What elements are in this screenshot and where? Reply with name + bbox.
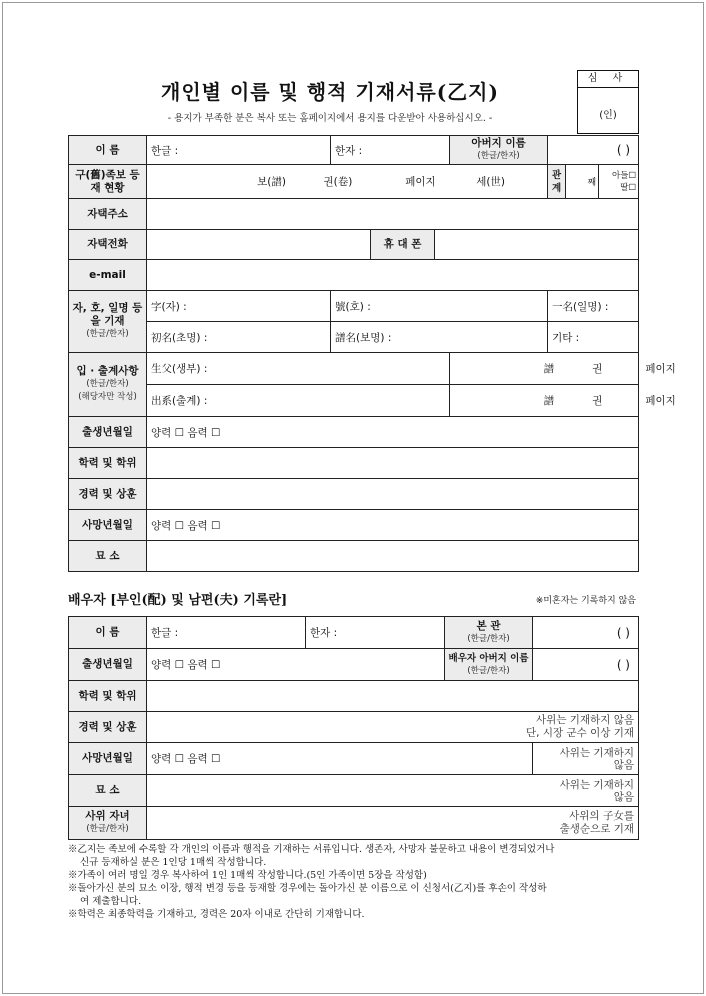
birth-label: 출생년월일 xyxy=(69,417,147,448)
ja-field[interactable]: 字(자) : xyxy=(147,291,331,322)
name-hanja-field[interactable]: 한자 : xyxy=(331,136,450,165)
page-title: 개인별 이름 및 행적 기재서류(乙지) xyxy=(161,80,499,104)
note-line: ※학력은 최종학력을 기재하고, 경력은 20자 이내로 간단히 기재합니다. xyxy=(68,909,365,920)
page-unit: 페이지 xyxy=(405,176,436,188)
son-in-law-children-field[interactable] xyxy=(147,807,639,840)
notes-block xyxy=(68,843,638,921)
review-box xyxy=(577,70,639,134)
name-hangul-field[interactable]: 한글 : xyxy=(147,136,331,165)
page-subtitle: - 용지가 부족한 분은 복사 또는 홈페이지에서 용지를 다운받아 사용하십시오. - xyxy=(167,113,493,124)
grave-hint-1: 사위는 기재하지 xyxy=(559,778,634,791)
phone-field[interactable] xyxy=(147,230,371,260)
relation-jae: 째 xyxy=(587,178,597,188)
grave-label: 묘 소 xyxy=(69,541,147,572)
adoption-sub1: (한글/한자) xyxy=(86,379,129,389)
spouse-name-hanja-field[interactable]: 한자 : xyxy=(306,617,445,649)
ilmyeong-field[interactable]: 一名(일명) : xyxy=(548,291,639,322)
spouse-father-sub: (한글/한자) xyxy=(467,665,510,676)
relation-label: 관계 xyxy=(548,165,566,199)
email-field[interactable] xyxy=(147,260,639,291)
daughter-checkbox[interactable]: 딸☐ xyxy=(620,182,637,193)
career-hint-2: 단, 시장 군수 이상 기재 xyxy=(526,727,634,739)
gita-field[interactable]: 기타 : xyxy=(548,322,639,353)
spouse-father-title: 배우자 아버지 이름 xyxy=(448,652,529,664)
education-field[interactable] xyxy=(147,448,639,479)
chulgye-gwon: 권 xyxy=(592,395,603,407)
note-line: 신규 등재하실 분은 1인당 1매씩 작성합니다. xyxy=(80,857,267,868)
father-name-label xyxy=(450,136,548,165)
mobile-label: 휴 대 폰 xyxy=(371,230,435,260)
spouse-section-title: 배우자 [부인(配) 및 남편(夫) 기록란] xyxy=(68,593,288,608)
bongwan-field[interactable]: ( ) xyxy=(533,617,639,649)
adoption-label xyxy=(69,353,147,417)
bongwan-label xyxy=(445,617,533,649)
spouse-name-hangul-field[interactable]: 한글 : xyxy=(147,617,306,649)
spouse-career-label: 경력 및 상훈 xyxy=(69,712,147,743)
mobile-field[interactable] xyxy=(435,230,639,260)
son-in-law-children-sub: (한글/한자) xyxy=(86,824,129,834)
spouse-education-field[interactable] xyxy=(147,681,639,712)
grave-hint-2: 않음 xyxy=(613,790,634,803)
phone-label: 자택전화 xyxy=(69,230,147,260)
children-hint-2: 출생순으로 기재 xyxy=(559,823,634,835)
ho-field[interactable]: 號(호) : xyxy=(331,291,548,322)
email-label: e-mail xyxy=(69,260,147,291)
review-seal: (인) xyxy=(599,110,617,121)
chomyeong-field[interactable]: 初名(초명) : xyxy=(147,322,331,353)
review-label: 심 사 xyxy=(578,71,638,88)
saengbu-jokbo-field[interactable] xyxy=(450,353,676,385)
saengbu-page: 페이지 xyxy=(645,363,676,375)
chulgye-jokbo-field[interactable] xyxy=(450,385,676,417)
spouse-grave-field[interactable] xyxy=(147,775,639,807)
spouse-father-label xyxy=(445,649,533,681)
spouse-death-label: 사망년월일 xyxy=(69,743,147,775)
children-hint-1: 사위의 子女를 xyxy=(569,810,634,822)
death-hint-1: 사위는 기재하지 xyxy=(559,746,634,759)
note-line: ※乙지는 족보에 수록할 각 개인의 이름과 행적을 기재하는 서류입니다. 생존자, 사망자 불문하고 내용이 변경되었거나 xyxy=(68,844,555,855)
death-field[interactable]: 양력 ☐ 음력 ☐ xyxy=(147,510,639,541)
saengbu-field[interactable]: 生父(생부) : xyxy=(147,353,450,385)
personal-form xyxy=(68,135,676,572)
address-label: 자택주소 xyxy=(69,199,147,230)
chulgye-field[interactable]: 出系(출계) : xyxy=(147,385,450,417)
spouse-death-hint xyxy=(533,743,639,775)
adoption-sub2: (해당자만 작성) xyxy=(78,392,137,402)
bo-unit: 보(譜) xyxy=(257,176,286,188)
ja-ho-label xyxy=(69,291,147,353)
son-in-law-children-label xyxy=(69,807,147,840)
bongwan-sub: (한글/한자) xyxy=(467,633,510,644)
spouse-education-label: 학력 및 학위 xyxy=(69,681,147,712)
career-hint-1: 사위는 기재하지 않음 xyxy=(536,714,634,726)
career-label: 경력 및 상훈 xyxy=(69,479,147,510)
spouse-birth-label: 출생년월일 xyxy=(69,649,147,681)
spouse-father-field[interactable]: ( ) xyxy=(533,649,639,681)
education-label: 학력 및 학위 xyxy=(69,448,147,479)
chulgye-bo: 譜 xyxy=(543,395,555,407)
spouse-career-field[interactable] xyxy=(147,712,639,743)
spouse-death-field[interactable]: 양력 ☐ 음력 ☐ xyxy=(147,743,533,775)
spouse-grave-label: 묘 소 xyxy=(69,775,147,807)
saengbu-bo: 譜 xyxy=(543,363,555,375)
son-in-law-children-title: 사위 자녀 xyxy=(85,810,130,822)
spouse-form xyxy=(68,616,639,840)
father-name-field[interactable]: ( ) xyxy=(548,136,639,165)
note-line: ※돌아가신 분의 묘소 이장, 행적 변경 등을 등재할 경우에는 돌아가신 분 이름으로 이 신청서(乙지)를 후손이 작성하 xyxy=(68,883,547,894)
ja-ho-title: 자, 호, 일명 등을 기재 xyxy=(72,302,143,327)
death-label: 사망년월일 xyxy=(69,510,147,541)
bomyeong-field[interactable]: 譜名(보명) : xyxy=(331,322,548,353)
spouse-birth-field[interactable]: 양력 ☐ 음력 ☐ xyxy=(147,649,445,681)
career-field[interactable] xyxy=(147,479,639,510)
note-line: ※가족이 여러 명일 경우 복사하여 1인 1매씩 작성합니다.(5인 가족이면 5장을 작성함) xyxy=(68,870,427,881)
grave-field[interactable] xyxy=(147,541,639,572)
relation-order-field[interactable] xyxy=(566,165,599,199)
spouse-name-label: 이 름 xyxy=(69,617,147,649)
gwon-unit: 권(卷) xyxy=(323,176,353,188)
bongwan-title: 본 관 xyxy=(476,619,501,632)
spouse-section-note: ※미혼자는 기록하지 않음 xyxy=(535,596,636,606)
son-daughter-checkboxes[interactable] xyxy=(599,165,639,199)
name-label: 이 름 xyxy=(69,136,147,165)
father-name-title: 아버지 이름 xyxy=(471,137,526,149)
birth-field[interactable]: 양력 ☐ 음력 ☐ xyxy=(147,417,639,448)
address-field[interactable] xyxy=(147,199,639,230)
jokbo-label: 구(舊)족보 등재 현황 xyxy=(69,165,147,199)
adoption-title: 입 · 출계사항 xyxy=(76,365,139,377)
son-checkbox[interactable]: 아들☐ xyxy=(612,170,637,181)
note-line: 여 제출합니다. xyxy=(80,896,142,907)
ja-ho-sub: (한글/한자) xyxy=(86,329,129,339)
father-name-sub: (한글/한자) xyxy=(477,151,520,161)
chulgye-page: 페이지 xyxy=(645,395,676,407)
jokbo-field[interactable] xyxy=(147,165,548,199)
saengbu-gwon: 권 xyxy=(592,363,603,375)
se-unit: 세(世) xyxy=(476,176,506,188)
death-hint-2: 않음 xyxy=(613,758,634,771)
